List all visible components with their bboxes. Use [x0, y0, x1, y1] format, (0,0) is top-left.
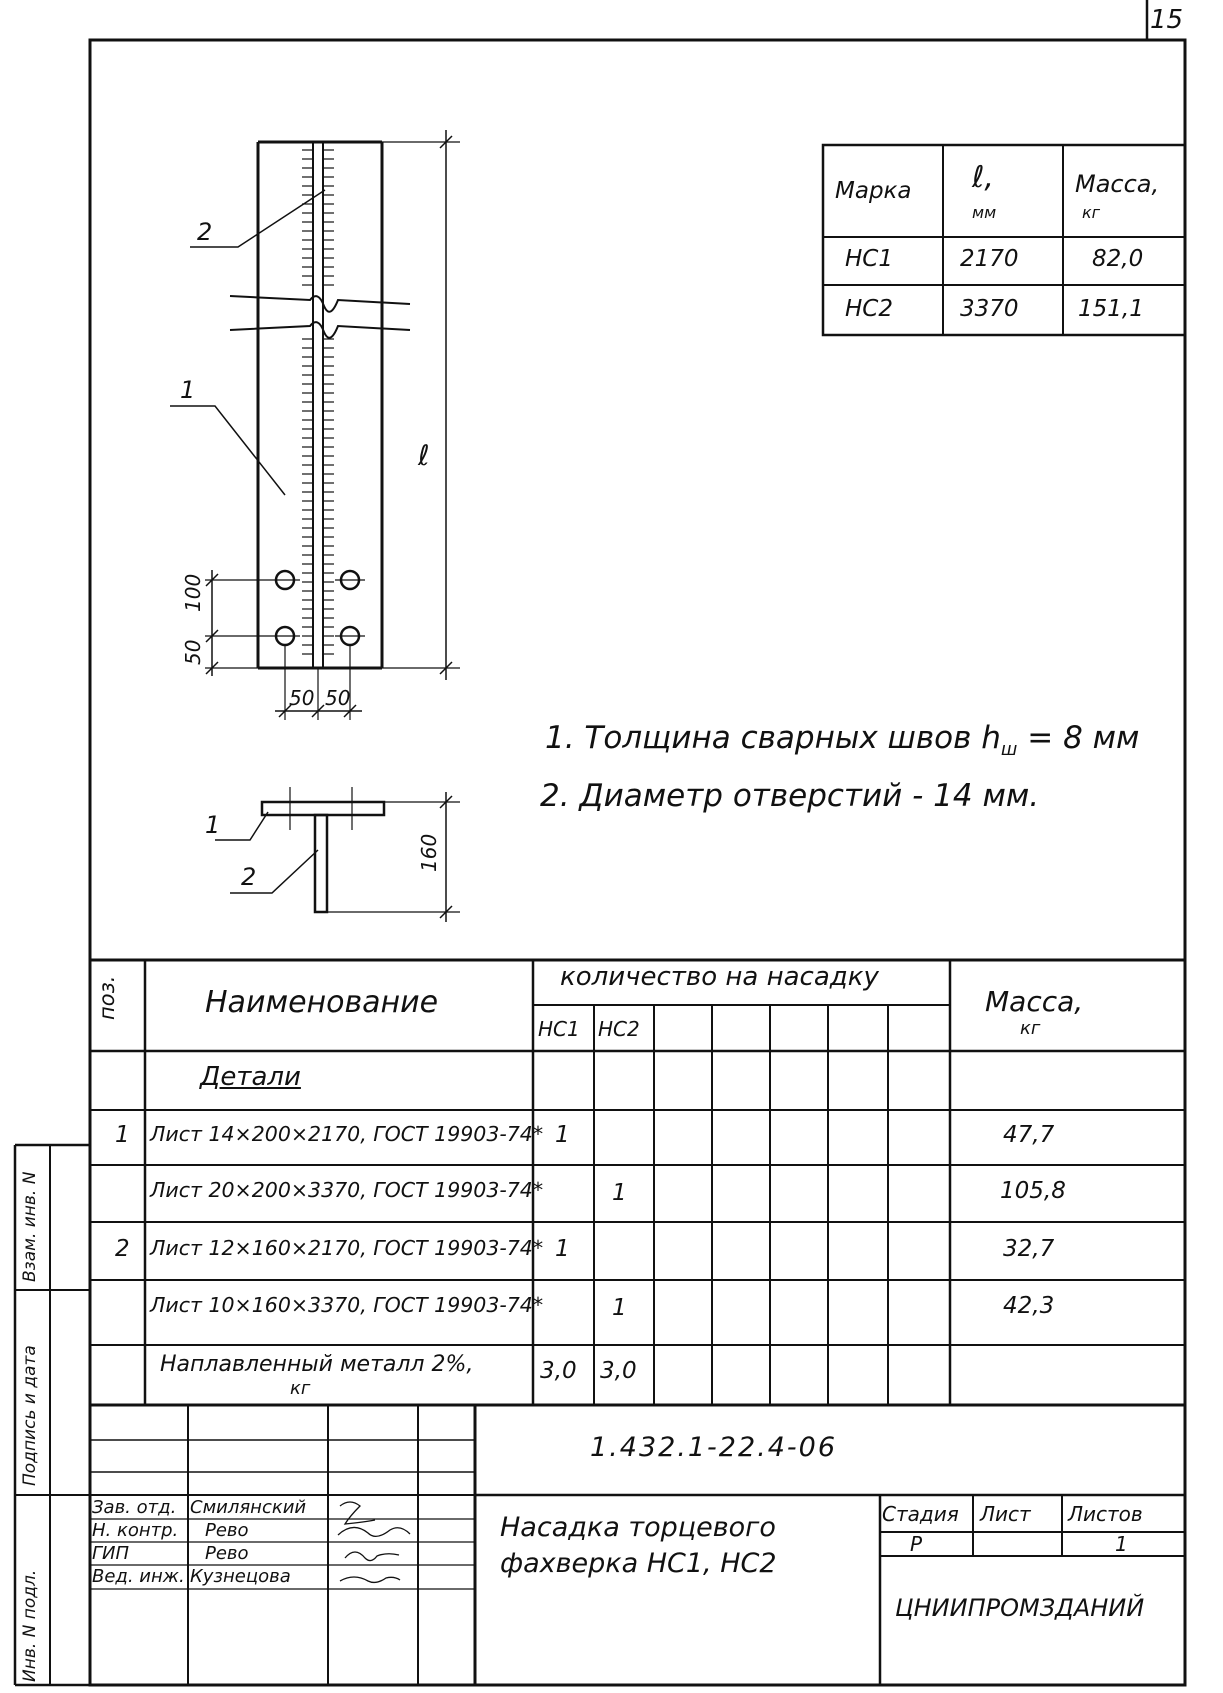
row-3-name: Лист 12×160×2170, ГОСТ 19903-74* [150, 1236, 544, 1260]
sheets-label: Листов [1068, 1502, 1143, 1526]
mark-row-2-mass: 151,1 [1078, 296, 1144, 322]
sig-role-1: Зав. отд. [92, 1497, 177, 1518]
dim-hole-spacing: 100 [181, 573, 205, 612]
row-4-qty-hc2: 1 [612, 1295, 627, 1321]
mass-header: Масса, [1075, 170, 1160, 198]
weld-metal-unit: кг [290, 1378, 311, 1399]
mark-header: Марка [835, 178, 912, 204]
title-line-2: фахверка НС1, НС2 [500, 1548, 777, 1579]
stage-label: Стадия [882, 1502, 959, 1526]
dim-horiz-b: 50 [325, 686, 351, 710]
note-2: 2. Диаметр отверстий - 14 мм. [540, 778, 1040, 814]
row-3-qty-hc1: 1 [555, 1236, 570, 1262]
stamp-signature-date: Подпись и дата [20, 1345, 40, 1486]
name-header: Наименование [205, 985, 439, 1020]
callout-2-elevation: 2 [197, 218, 213, 246]
dim-length-label: ℓ [418, 439, 430, 472]
row-3-pos: 2 [115, 1236, 130, 1262]
stage-value: Р [910, 1532, 923, 1556]
row-2-qty-hc2: 1 [612, 1180, 627, 1206]
row-1-name: Лист 14×200×2170, ГОСТ 19903-74* [150, 1122, 544, 1146]
sig-name-1: Смилянский [190, 1497, 307, 1518]
weld-seam-ticks [302, 150, 334, 654]
qty-hc2-header: НС2 [598, 1017, 640, 1041]
dim-section-height: 160 [417, 833, 441, 872]
mark-row-1-mass: 82,0 [1092, 246, 1144, 272]
spec-mass-unit: кг [1020, 1018, 1041, 1039]
row-2-mass: 105,8 [1000, 1178, 1066, 1204]
row-3-mass: 32,7 [1003, 1236, 1055, 1262]
note-1: 1. Толщина сварных швов $h_ш = 8$ мм [545, 720, 1140, 761]
stamp-inv-original: Инв. N подл. [20, 1569, 40, 1682]
sig-name-2: Рево [205, 1520, 249, 1541]
qty-hc1-header: НС1 [538, 1017, 580, 1041]
row-1-mass: 47,7 [1003, 1122, 1055, 1148]
pos-header: поз. [95, 975, 119, 1020]
length-header: ℓ, [972, 160, 994, 195]
callout-2-section: 2 [241, 863, 257, 891]
sig-role-3: ГИП [92, 1543, 130, 1564]
mark-row-2-mark: НС2 [845, 296, 893, 322]
row-4-name: Лист 10×160×3370, ГОСТ 19903-74* [150, 1293, 544, 1317]
weld-metal-qty-hc2: 3,0 [600, 1358, 637, 1384]
mark-row-1-length: 2170 [960, 246, 1019, 272]
mass-unit: кг [1082, 203, 1101, 222]
dim-hole-edge: 50 [181, 639, 205, 665]
weld-metal-name: Наплавленный металл 2%, [160, 1352, 474, 1377]
row-4-mass: 42,3 [1003, 1293, 1055, 1319]
sig-role-2: Н. контр. [92, 1520, 179, 1541]
sheets-value: 1 [1115, 1532, 1128, 1556]
length-unit: мм [972, 203, 997, 222]
sig-name-3: Рево [205, 1543, 249, 1564]
organization: ЦНИИПРОМЗДАНИЙ [895, 1594, 1145, 1622]
mark-row-1-mark: НС1 [845, 246, 893, 272]
stamp-replace-inv: Взам. инв. N [20, 1171, 40, 1282]
spec-mass-header: Масса, [985, 985, 1084, 1018]
sheet-number: 15 [1150, 5, 1184, 35]
weld-metal-qty-hc1: 3,0 [540, 1358, 577, 1384]
row-2-name: Лист 20×200×3370, ГОСТ 19903-74* [150, 1178, 544, 1202]
sig-role-4: Вед. инж. [92, 1566, 185, 1587]
callout-1-elevation: 1 [180, 376, 196, 404]
row-1-pos: 1 [115, 1122, 130, 1148]
document-code: 1.432.1-22.4-06 [590, 1432, 838, 1463]
mark-row-2-length: 3370 [960, 296, 1019, 322]
qty-header: количество на насадку [560, 962, 879, 992]
sig-name-4: Кузнецова [190, 1566, 291, 1587]
dim-horiz-a: 50 [289, 686, 315, 710]
callout-1-section: 1 [205, 811, 221, 839]
row-1-qty-hc1: 1 [555, 1122, 570, 1148]
title-line-1: Насадка торцевого [500, 1512, 776, 1543]
sheet-label: Лист [980, 1502, 1031, 1526]
section-title: Детали [200, 1062, 301, 1092]
